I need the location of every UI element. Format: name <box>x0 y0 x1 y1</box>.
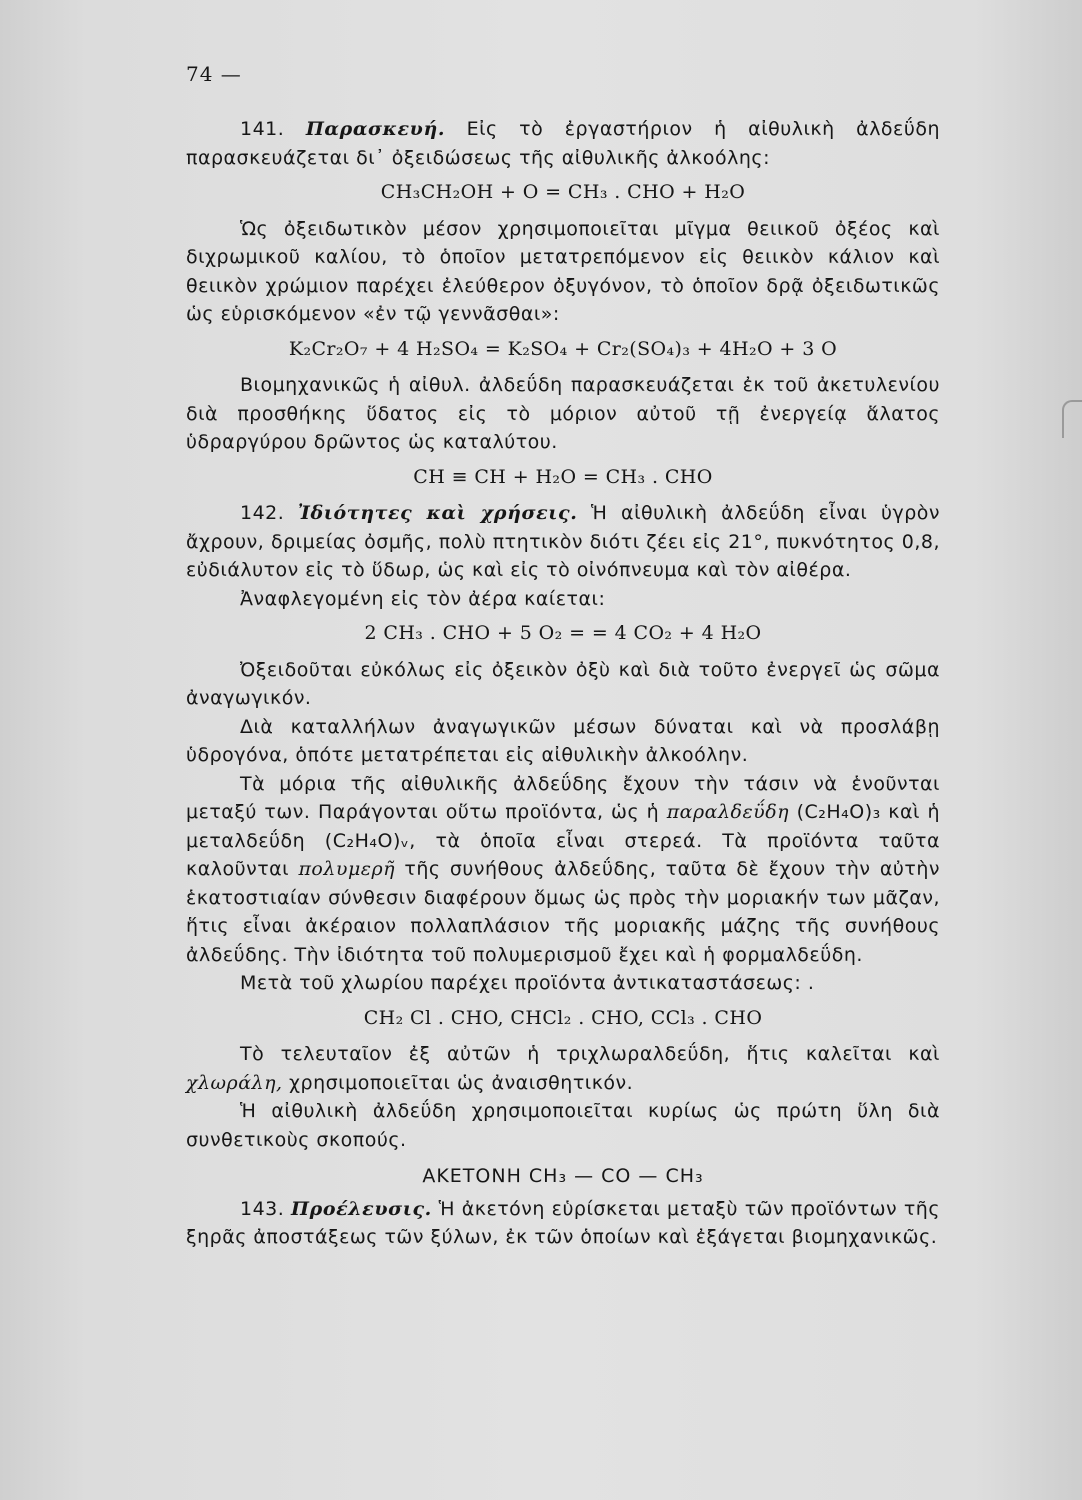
equation-acetylene-hydration: CH ≡ CH + H₂O = CH₃ . CHO <box>413 465 713 488</box>
section-number: 141. <box>240 118 306 140</box>
term-polymers: πολυμερῆ <box>298 858 396 880</box>
text-run: Τὰ μόρια τῆς αἰθυλικῆς ἀλδεΰδης ἔχουν τὴν τάσιν νὰ ἑνοῦνται μεταξύ των. Παράγονται οὕτω προϊόντα, ὡς ἡ <box>186 772 940 823</box>
section-text: Ἡ αἰθυλικὴ ἀλδεΰδη εἶναι ὑγρὸν ἄχρουν, δριμείας ὀσμῆς, πολὺ πτητικὸν διότι ζέει εἰς 21°, πυκνότητος 0,8, εὐδιάλυτον εἰς τὸ ὕδωρ, ὡς καὶ εἰς τὸ οἰνόπνευμα καὶ τὸν αἰθέρα. <box>186 502 940 581</box>
text-run: τῆς συνήθους ἀλδεΰδης, ταῦτα δὲ ἔχουν τὴν αὐτὴν ἑκατοστιαίαν σύνθεσιν διαφέρουν ὅμως ὡς πρὸς τὴν μοριακήν των μᾶζαν, ἥτις εἶναι ἀκέραιον πολλαπλάσιον τῆς μοριακῆς μάζης τῆς συνήθους ἀλδεΰδης. Τὴν ἰδιότητα τοῦ πολυμερισμοῦ ἔχει καὶ ἡ φορμαλδεΰδη. <box>186 858 940 966</box>
heading-acetone: ΑΚΕΤΟΝΗ CH₃ — CO — CH₃ <box>422 1165 704 1187</box>
section-142 <box>186 499 940 585</box>
section-heading: Ἰδιότητες καὶ χρήσεις. <box>297 502 578 524</box>
term-chloral: χλωράλη, <box>186 1071 283 1094</box>
paragraph-oxidant: Ὡς ὀξειδωτικὸν μέσον χρησιμοποιεῖται μῖγμα θειικοῦ ὀξέος καὶ διχρωμικοῦ καλίου, τὸ ὁποῖον μετατρεπόμενον εἰς θειικὸν κάλιον καὶ θειικὸν χρώμιον παρέχει ἐλεύθερον ὀξυγόνον, τὸ ὁποῖον δρᾷ ὀξειδωτικῶς ὡς εὑρισκόμενον «ἐν τῷ γεννᾶσθαι»: <box>186 217 940 325</box>
section-143 <box>186 1195 940 1252</box>
section-heading: Παρασκευή. <box>305 118 446 140</box>
paragraph-reduction: Διὰ καταλλήλων ἀναγωγικῶν μέσων δύναται καὶ νὰ προσλάβῃ ὑδρογόνα, ὁπότε μετατρέπεται εἰς αἰθυλικὴν ἀλκοόλην. <box>186 715 940 766</box>
page-edge-mark <box>1062 400 1082 438</box>
section-number: 143. <box>240 1197 292 1220</box>
equation-chloro-products: CH₂ Cl . CHO, CHCl₂ . CHO, CCl₃ . CHO <box>363 1006 763 1029</box>
page-body <box>186 115 940 1252</box>
section-number: 142. <box>240 502 298 524</box>
section-heading: Προέλευσις. <box>291 1197 432 1220</box>
equation-combustion: 2 CH₃ . CHO + 5 O₂ = = 4 CO₂ + 4 H₂O <box>364 622 762 644</box>
paragraph-polymers <box>186 770 940 970</box>
term-paraldehyde: παραλδεΰδη <box>666 801 790 823</box>
paragraph-chloral <box>186 1040 940 1097</box>
paragraph-oxidation: Ὀξειδοῦται εὐκόλως εἰς ὀξεικὸν ὀξὺ καὶ διὰ τοῦτο ἐνεργεῖ ὡς σῶμα ἀναγωγικόν. <box>186 658 940 709</box>
paragraph-chlorine: Μετὰ τοῦ χλωρίου παρέχει προϊόντα ἀντικαταστάσεως: . <box>240 972 815 994</box>
text-run: Τὸ τελευταῖον ἐξ αὐτῶν ἡ τριχλωραλδεΰδη, ἥτις καλεῖται καὶ <box>240 1043 940 1065</box>
page-number: 74 — <box>186 62 242 86</box>
section-text: Ἡ ἀκετόνη εὑρίσκεται μεταξὺ τῶν προϊόντων τῆς ξηρᾶς ἀποστάξεως τῶν ξύλων, ἐκ τῶν ὁποίων καὶ ἐξάγεται βιομηχανικῶς. <box>186 1197 940 1248</box>
text-run: χρησιμοποιεῖται ὡς ἀναισθητικόν. <box>282 1071 634 1094</box>
text-run: (C₂H₄O)₃ καὶ ἡ μεταλδεΰδη (C₂H₄O)ᵥ, τὰ ὁποῖα εἶναι στερεά. Τὰ προϊόντα ταῦτα καλοῦνται <box>186 801 940 880</box>
equation-dichromate: K₂Cr₂O₇ + 4 H₂SO₄ = K₂SO₄ + Cr₂(SO₄)₃ + 4H₂O + 3 O <box>288 337 838 360</box>
paragraph-industrial: Βιομηχανικῶς ἡ αἰθυλ. ἀλδεΰδη παρασκευάζεται ἐκ τοῦ ἀκετυλενίου διὰ προσθήκης ὕδατος εἰς τὸ μόριον αὐτοῦ τῇ ἐνεργείᾳ ἅλατος ὑδραργύρου δρῶντος ὡς καταλύτου. <box>186 374 940 453</box>
paragraph-combustion: Ἀναφλεγομένη εἰς τὸν ἀέρα καίεται: <box>240 587 606 610</box>
paragraph-uses: Ἡ αἰθυλικὴ ἀλδεΰδη χρησιμοποιεῖται κυρίως ὡς πρώτη ὕλη διὰ συνθετικοὺς σκοπούς. <box>186 1100 940 1151</box>
equation-oxidation-ethanol: CH₃CH₂OH + O = CH₃ . CHO + H₂O <box>380 181 746 203</box>
section-text: Εἰς τὸ ἐργαστήριον ἡ αἰθυλικὴ ἀλδεΰδη παρασκευάζεται δι᾽ ὀξειδώσεως τῆς αἰθυλικῆς ἀλκοόλης: <box>186 118 940 169</box>
section-141 <box>186 115 940 172</box>
